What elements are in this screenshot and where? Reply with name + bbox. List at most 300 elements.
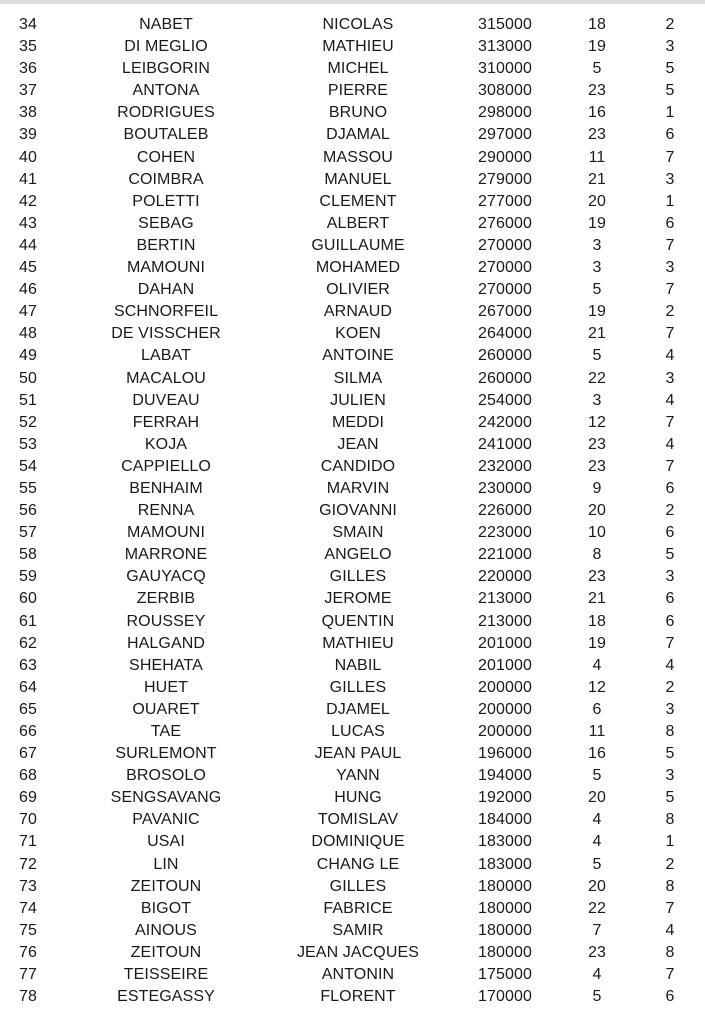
rank-cell: 64 bbox=[19, 678, 37, 696]
number-cell-b: 8 bbox=[665, 877, 675, 895]
number-cell-a: 23 bbox=[588, 82, 606, 100]
table-row bbox=[0, 787, 705, 809]
last-name-cell: ANTONA bbox=[132, 82, 200, 100]
first-name-cell: YANN bbox=[336, 767, 380, 785]
table-row bbox=[0, 721, 705, 743]
number-cell-a: 16 bbox=[588, 104, 606, 122]
rank-cell: 66 bbox=[19, 723, 37, 740]
number-cell-a: 7 bbox=[592, 921, 602, 939]
number-cell-a: 22 bbox=[588, 899, 606, 917]
number-cell-a: 22 bbox=[588, 369, 606, 387]
rank-cell: 69 bbox=[19, 789, 37, 807]
rank-cell: 52 bbox=[19, 413, 37, 431]
amount-cell: 223000 bbox=[478, 524, 532, 542]
rank-cell: 38 bbox=[19, 104, 37, 122]
table-row bbox=[0, 522, 705, 544]
amount-cell: 270000 bbox=[478, 281, 532, 299]
last-name-cell: MAMOUNI bbox=[126, 259, 206, 277]
number-cell-a: 20 bbox=[588, 502, 606, 520]
number-cell-b: 7 bbox=[665, 413, 675, 431]
amount-cell: 226000 bbox=[478, 502, 532, 520]
rank-cell: 45 bbox=[19, 259, 37, 277]
table-row bbox=[0, 323, 705, 345]
number-cell-a: 23 bbox=[588, 457, 606, 475]
rank-cell: 74 bbox=[19, 899, 37, 917]
amount-cell: 192000 bbox=[478, 789, 532, 807]
table-row bbox=[0, 920, 705, 942]
rank-cell: 57 bbox=[19, 524, 37, 542]
last-name-cell: POLETTI bbox=[132, 192, 200, 210]
number-cell-b: 7 bbox=[665, 148, 675, 166]
first-name-cell: SMAIN bbox=[332, 524, 384, 542]
rank-cell: 73 bbox=[19, 877, 37, 895]
last-name-cell: BENHAIM bbox=[129, 479, 203, 497]
first-name-cell: MASSOU bbox=[323, 148, 393, 166]
ranking-table bbox=[0, 14, 705, 1008]
number-cell-a: 5 bbox=[592, 988, 602, 1006]
amount-cell: 308000 bbox=[478, 82, 532, 100]
table-row bbox=[0, 368, 705, 390]
last-name-cell: DAHAN bbox=[137, 281, 195, 299]
first-name-cell: SAMIR bbox=[332, 921, 384, 939]
last-name-cell: USAI bbox=[147, 833, 185, 851]
first-name-cell: PIERRE bbox=[327, 82, 389, 100]
number-cell-a: 5 bbox=[592, 347, 602, 365]
first-name-cell: CLEMENT bbox=[319, 192, 397, 210]
first-name-cell: HUNG bbox=[334, 789, 382, 807]
rank-cell: 44 bbox=[19, 236, 37, 254]
number-cell-a: 20 bbox=[588, 877, 606, 895]
rank-cell: 48 bbox=[19, 325, 37, 343]
number-cell-b: 3 bbox=[665, 170, 675, 188]
first-name-cell: ARNAUD bbox=[323, 303, 393, 321]
rank-cell: 47 bbox=[19, 303, 37, 321]
first-name-cell: CHANG LE bbox=[316, 855, 400, 873]
last-name-cell: ZEITOUN bbox=[130, 943, 202, 961]
last-name-cell: COIMBRA bbox=[128, 170, 204, 188]
number-cell-b: 6 bbox=[665, 590, 675, 608]
number-cell-a: 19 bbox=[588, 303, 606, 321]
last-name-cell: SCHNORFEIL bbox=[113, 303, 219, 321]
first-name-cell: LUCAS bbox=[331, 723, 385, 740]
number-cell-b: 4 bbox=[665, 656, 675, 674]
last-name-cell: SENGSAVANG bbox=[110, 789, 222, 807]
number-cell-b: 2 bbox=[665, 16, 675, 33]
rank-cell: 60 bbox=[19, 590, 37, 608]
table-row bbox=[0, 964, 705, 986]
last-name-cell: RODRIGUES bbox=[117, 104, 215, 122]
number-cell-a: 23 bbox=[588, 435, 606, 453]
amount-cell: 175000 bbox=[478, 966, 532, 984]
amount-cell: 201000 bbox=[478, 656, 532, 674]
number-cell-b: 7 bbox=[665, 325, 675, 343]
number-cell-b: 8 bbox=[665, 723, 675, 740]
amount-cell: 180000 bbox=[478, 899, 532, 917]
table-row bbox=[0, 566, 705, 588]
rank-cell: 34 bbox=[19, 16, 37, 33]
top-border bbox=[0, 0, 705, 4]
number-cell-a: 23 bbox=[588, 568, 606, 586]
amount-cell: 180000 bbox=[478, 877, 532, 895]
last-name-cell: SURLEMONT bbox=[115, 745, 217, 763]
number-cell-b: 3 bbox=[665, 259, 675, 277]
rank-cell: 50 bbox=[19, 369, 37, 387]
rank-cell: 68 bbox=[19, 767, 37, 785]
first-name-cell: BRUNO bbox=[328, 104, 388, 122]
rank-cell: 75 bbox=[19, 921, 37, 939]
rank-cell: 36 bbox=[19, 60, 37, 78]
number-cell-a: 20 bbox=[588, 789, 606, 807]
rank-cell: 59 bbox=[19, 568, 37, 586]
rank-cell: 76 bbox=[19, 943, 37, 961]
number-cell-b: 6 bbox=[665, 214, 675, 232]
first-name-cell: ALBERT bbox=[326, 214, 390, 232]
number-cell-a: 18 bbox=[588, 16, 606, 33]
amount-cell: 242000 bbox=[478, 413, 532, 431]
first-name-cell: JULIEN bbox=[330, 391, 386, 409]
last-name-cell: TAE bbox=[150, 723, 182, 740]
table-row bbox=[0, 345, 705, 367]
number-cell-a: 4 bbox=[592, 811, 602, 829]
number-cell-b: 1 bbox=[665, 192, 675, 210]
amount-cell: 264000 bbox=[478, 325, 532, 343]
amount-cell: 270000 bbox=[478, 236, 532, 254]
number-cell-a: 11 bbox=[588, 723, 606, 740]
number-cell-a: 19 bbox=[588, 38, 606, 56]
rank-cell: 70 bbox=[19, 811, 37, 829]
first-name-cell: MATHIEU bbox=[322, 634, 394, 652]
amount-cell: 260000 bbox=[478, 347, 532, 365]
table-row bbox=[0, 456, 705, 478]
amount-cell: 254000 bbox=[478, 391, 532, 409]
number-cell-b: 3 bbox=[665, 38, 675, 56]
number-cell-b: 4 bbox=[665, 391, 675, 409]
first-name-cell: GUILLAUME bbox=[311, 236, 405, 254]
rank-cell: 78 bbox=[19, 988, 37, 1006]
number-cell-b: 6 bbox=[665, 988, 675, 1006]
amount-cell: 297000 bbox=[478, 126, 532, 144]
table-row bbox=[0, 655, 705, 677]
rank-cell: 71 bbox=[19, 833, 37, 851]
number-cell-a: 9 bbox=[592, 479, 602, 497]
amount-cell: 201000 bbox=[478, 634, 532, 652]
amount-cell: 230000 bbox=[478, 479, 532, 497]
first-name-cell: ANTONIN bbox=[321, 966, 395, 984]
last-name-cell: BERTIN bbox=[136, 236, 196, 254]
number-cell-a: 10 bbox=[588, 524, 606, 542]
first-name-cell: GIOVANNI bbox=[319, 502, 397, 520]
number-cell-a: 20 bbox=[588, 192, 606, 210]
number-cell-b: 8 bbox=[665, 811, 675, 829]
table-row bbox=[0, 854, 705, 876]
amount-cell: 200000 bbox=[478, 723, 532, 740]
number-cell-a: 19 bbox=[588, 214, 606, 232]
last-name-cell: BIGOT bbox=[140, 899, 192, 917]
amount-cell: 221000 bbox=[478, 546, 532, 564]
number-cell-a: 3 bbox=[592, 259, 602, 277]
last-name-cell: MAMOUNI bbox=[126, 524, 206, 542]
number-cell-b: 5 bbox=[665, 82, 675, 100]
number-cell-a: 23 bbox=[588, 943, 606, 961]
first-name-cell: GILLES bbox=[329, 877, 387, 895]
amount-cell: 183000 bbox=[478, 855, 532, 873]
number-cell-b: 2 bbox=[665, 502, 675, 520]
table-row bbox=[0, 677, 705, 699]
last-name-cell: SEBAG bbox=[138, 214, 194, 232]
rank-cell: 56 bbox=[19, 502, 37, 520]
first-name-cell: ANTOINE bbox=[322, 347, 394, 365]
first-name-cell: GILLES bbox=[329, 568, 387, 586]
table-row bbox=[0, 102, 705, 124]
table-row bbox=[0, 611, 705, 633]
number-cell-b: 4 bbox=[665, 921, 675, 939]
amount-cell: 270000 bbox=[478, 259, 532, 277]
last-name-cell: LIN bbox=[153, 855, 179, 873]
last-name-cell: DUVEAU bbox=[132, 391, 200, 409]
number-cell-a: 11 bbox=[588, 148, 606, 166]
first-name-cell: DJAMEL bbox=[326, 700, 390, 718]
first-name-cell: NABIL bbox=[334, 656, 382, 674]
table-row bbox=[0, 257, 705, 279]
last-name-cell: AINOUS bbox=[135, 921, 197, 939]
number-cell-b: 1 bbox=[665, 104, 675, 122]
first-name-cell: JEAN bbox=[337, 435, 379, 453]
amount-cell: 277000 bbox=[478, 192, 532, 210]
last-name-cell: DI MEGLIO bbox=[124, 38, 208, 56]
table-row bbox=[0, 633, 705, 655]
last-name-cell: COHEN bbox=[136, 148, 196, 166]
number-cell-b: 8 bbox=[665, 943, 675, 961]
rank-cell: 65 bbox=[19, 700, 37, 718]
number-cell-a: 6 bbox=[592, 700, 602, 718]
table-row bbox=[0, 876, 705, 898]
number-cell-a: 18 bbox=[588, 612, 606, 630]
amount-cell: 194000 bbox=[478, 767, 532, 785]
table-row bbox=[0, 765, 705, 787]
amount-cell: 183000 bbox=[478, 833, 532, 851]
table-row bbox=[0, 942, 705, 964]
number-cell-b: 7 bbox=[665, 457, 675, 475]
first-name-cell: NICOLAS bbox=[322, 16, 394, 33]
first-name-cell: MANUEL bbox=[324, 170, 392, 188]
table-row bbox=[0, 743, 705, 765]
table-row bbox=[0, 544, 705, 566]
last-name-cell: GAUYACQ bbox=[126, 568, 206, 586]
last-name-cell: ZEITOUN bbox=[130, 877, 202, 895]
table-row bbox=[0, 986, 705, 1008]
number-cell-b: 3 bbox=[665, 767, 675, 785]
last-name-cell: ROUSSEY bbox=[126, 612, 206, 630]
rank-cell: 51 bbox=[19, 391, 37, 409]
rank-cell: 37 bbox=[19, 82, 37, 100]
number-cell-a: 3 bbox=[592, 391, 602, 409]
rank-cell: 53 bbox=[19, 435, 37, 453]
amount-cell: 267000 bbox=[478, 303, 532, 321]
first-name-cell: MATHIEU bbox=[322, 38, 394, 56]
first-name-cell: ANGELO bbox=[324, 546, 392, 564]
first-name-cell: FABRICE bbox=[323, 899, 393, 917]
number-cell-b: 7 bbox=[665, 634, 675, 652]
amount-cell: 213000 bbox=[478, 612, 532, 630]
number-cell-a: 5 bbox=[592, 60, 602, 78]
amount-cell: 276000 bbox=[478, 214, 532, 232]
number-cell-b: 2 bbox=[665, 678, 675, 696]
first-name-cell: OLIVIER bbox=[326, 281, 390, 299]
rank-cell: 61 bbox=[19, 612, 37, 630]
number-cell-a: 23 bbox=[588, 126, 606, 144]
amount-cell: 180000 bbox=[478, 943, 532, 961]
number-cell-b: 4 bbox=[665, 435, 675, 453]
amount-cell: 310000 bbox=[478, 60, 532, 78]
amount-cell: 170000 bbox=[478, 988, 532, 1006]
number-cell-b: 6 bbox=[665, 524, 675, 542]
first-name-cell: CANDIDO bbox=[320, 457, 396, 475]
table-row bbox=[0, 699, 705, 721]
last-name-cell: DE VISSCHER bbox=[111, 325, 221, 343]
first-name-cell: DOMINIQUE bbox=[311, 833, 405, 851]
last-name-cell: ZERBIB bbox=[136, 590, 196, 608]
amount-cell: 290000 bbox=[478, 148, 532, 166]
amount-cell: 200000 bbox=[478, 700, 532, 718]
number-cell-a: 5 bbox=[592, 767, 602, 785]
table-row bbox=[0, 412, 705, 434]
amount-cell: 279000 bbox=[478, 170, 532, 188]
number-cell-b: 2 bbox=[665, 855, 675, 873]
number-cell-a: 4 bbox=[592, 656, 602, 674]
last-name-cell: OUARET bbox=[132, 700, 200, 718]
table-row bbox=[0, 213, 705, 235]
first-name-cell: TOMISLAV bbox=[317, 811, 399, 829]
table-row bbox=[0, 831, 705, 853]
last-name-cell: MACALOU bbox=[126, 369, 206, 387]
first-name-cell: QUENTIN bbox=[321, 612, 395, 630]
number-cell-b: 5 bbox=[665, 60, 675, 78]
last-name-cell: BOUTALEB bbox=[123, 126, 209, 144]
number-cell-b: 6 bbox=[665, 479, 675, 497]
first-name-cell: KOEN bbox=[335, 325, 381, 343]
amount-cell: 313000 bbox=[478, 38, 532, 56]
last-name-cell: RENNA bbox=[137, 502, 195, 520]
amount-cell: 180000 bbox=[478, 921, 532, 939]
table-row bbox=[0, 301, 705, 323]
last-name-cell: SHEHATA bbox=[129, 656, 203, 674]
table-row bbox=[0, 169, 705, 191]
number-cell-b: 5 bbox=[665, 745, 675, 763]
last-name-cell: MARRONE bbox=[124, 546, 208, 564]
rank-cell: 67 bbox=[19, 745, 37, 763]
last-name-cell: LEIBGORIN bbox=[121, 60, 211, 78]
rank-cell: 39 bbox=[19, 126, 37, 144]
table-row bbox=[0, 191, 705, 213]
rank-cell: 62 bbox=[19, 634, 37, 652]
last-name-cell: HALGAND bbox=[126, 634, 206, 652]
table-row bbox=[0, 434, 705, 456]
number-cell-a: 12 bbox=[588, 413, 606, 431]
amount-cell: 196000 bbox=[478, 745, 532, 763]
amount-cell: 200000 bbox=[478, 678, 532, 696]
number-cell-b: 1 bbox=[665, 833, 675, 851]
last-name-cell: TEISSEIRE bbox=[123, 966, 209, 984]
table-row bbox=[0, 809, 705, 831]
number-cell-b: 3 bbox=[665, 369, 675, 387]
number-cell-b: 7 bbox=[665, 236, 675, 254]
rank-cell: 55 bbox=[19, 479, 37, 497]
number-cell-b: 5 bbox=[665, 789, 675, 807]
number-cell-a: 4 bbox=[592, 966, 602, 984]
number-cell-b: 4 bbox=[665, 347, 675, 365]
first-name-cell: JEROME bbox=[324, 590, 392, 608]
number-cell-b: 7 bbox=[665, 899, 675, 917]
number-cell-a: 12 bbox=[588, 678, 606, 696]
first-name-cell: DJAMAL bbox=[326, 126, 390, 144]
last-name-cell: HUET bbox=[144, 678, 188, 696]
rank-cell: 77 bbox=[19, 966, 37, 984]
first-name-cell: JEAN PAUL bbox=[314, 745, 402, 763]
table-row bbox=[0, 124, 705, 146]
table-row bbox=[0, 58, 705, 80]
rank-cell: 35 bbox=[19, 38, 37, 56]
last-name-cell: FERRAH bbox=[132, 413, 200, 431]
amount-cell: 298000 bbox=[478, 104, 532, 122]
number-cell-a: 21 bbox=[588, 170, 606, 188]
last-name-cell: NABET bbox=[139, 16, 193, 33]
last-name-cell: BROSOLO bbox=[126, 767, 206, 785]
table-row bbox=[0, 36, 705, 58]
rank-cell: 72 bbox=[19, 855, 37, 873]
last-name-cell: CAPPIELLO bbox=[121, 457, 211, 475]
number-cell-a: 3 bbox=[592, 236, 602, 254]
table-row bbox=[0, 235, 705, 257]
number-cell-b: 5 bbox=[665, 546, 675, 564]
number-cell-a: 16 bbox=[588, 745, 606, 763]
table-row bbox=[0, 588, 705, 610]
rank-cell: 40 bbox=[19, 148, 37, 166]
number-cell-b: 2 bbox=[665, 303, 675, 321]
number-cell-b: 7 bbox=[665, 281, 675, 299]
rank-cell: 49 bbox=[19, 347, 37, 365]
number-cell-b: 6 bbox=[665, 126, 675, 144]
number-cell-a: 21 bbox=[588, 590, 606, 608]
table-row bbox=[0, 80, 705, 102]
last-name-cell: LABAT bbox=[141, 347, 191, 365]
table-row bbox=[0, 478, 705, 500]
number-cell-a: 5 bbox=[592, 281, 602, 299]
rank-cell: 63 bbox=[19, 656, 37, 674]
amount-cell: 241000 bbox=[478, 435, 532, 453]
rank-cell: 54 bbox=[19, 457, 37, 475]
number-cell-a: 4 bbox=[592, 833, 602, 851]
first-name-cell: GILLES bbox=[329, 678, 387, 696]
amount-cell: 260000 bbox=[478, 369, 532, 387]
amount-cell: 220000 bbox=[478, 568, 532, 586]
amount-cell: 315000 bbox=[478, 16, 532, 33]
amount-cell: 213000 bbox=[478, 590, 532, 608]
number-cell-a: 21 bbox=[588, 325, 606, 343]
rank-cell: 42 bbox=[19, 192, 37, 210]
rank-cell: 43 bbox=[19, 214, 37, 232]
last-name-cell: ESTEGASSY bbox=[117, 988, 215, 1006]
number-cell-b: 3 bbox=[665, 568, 675, 586]
table-row bbox=[0, 14, 705, 36]
table-row bbox=[0, 147, 705, 169]
last-name-cell: PAVANIC bbox=[132, 811, 200, 829]
table-row bbox=[0, 500, 705, 522]
last-name-cell: KOJA bbox=[144, 435, 188, 453]
number-cell-a: 19 bbox=[588, 634, 606, 652]
number-cell-b: 6 bbox=[665, 612, 675, 630]
first-name-cell: JEAN JACQUES bbox=[296, 943, 420, 961]
first-name-cell: SILMA bbox=[333, 369, 383, 387]
